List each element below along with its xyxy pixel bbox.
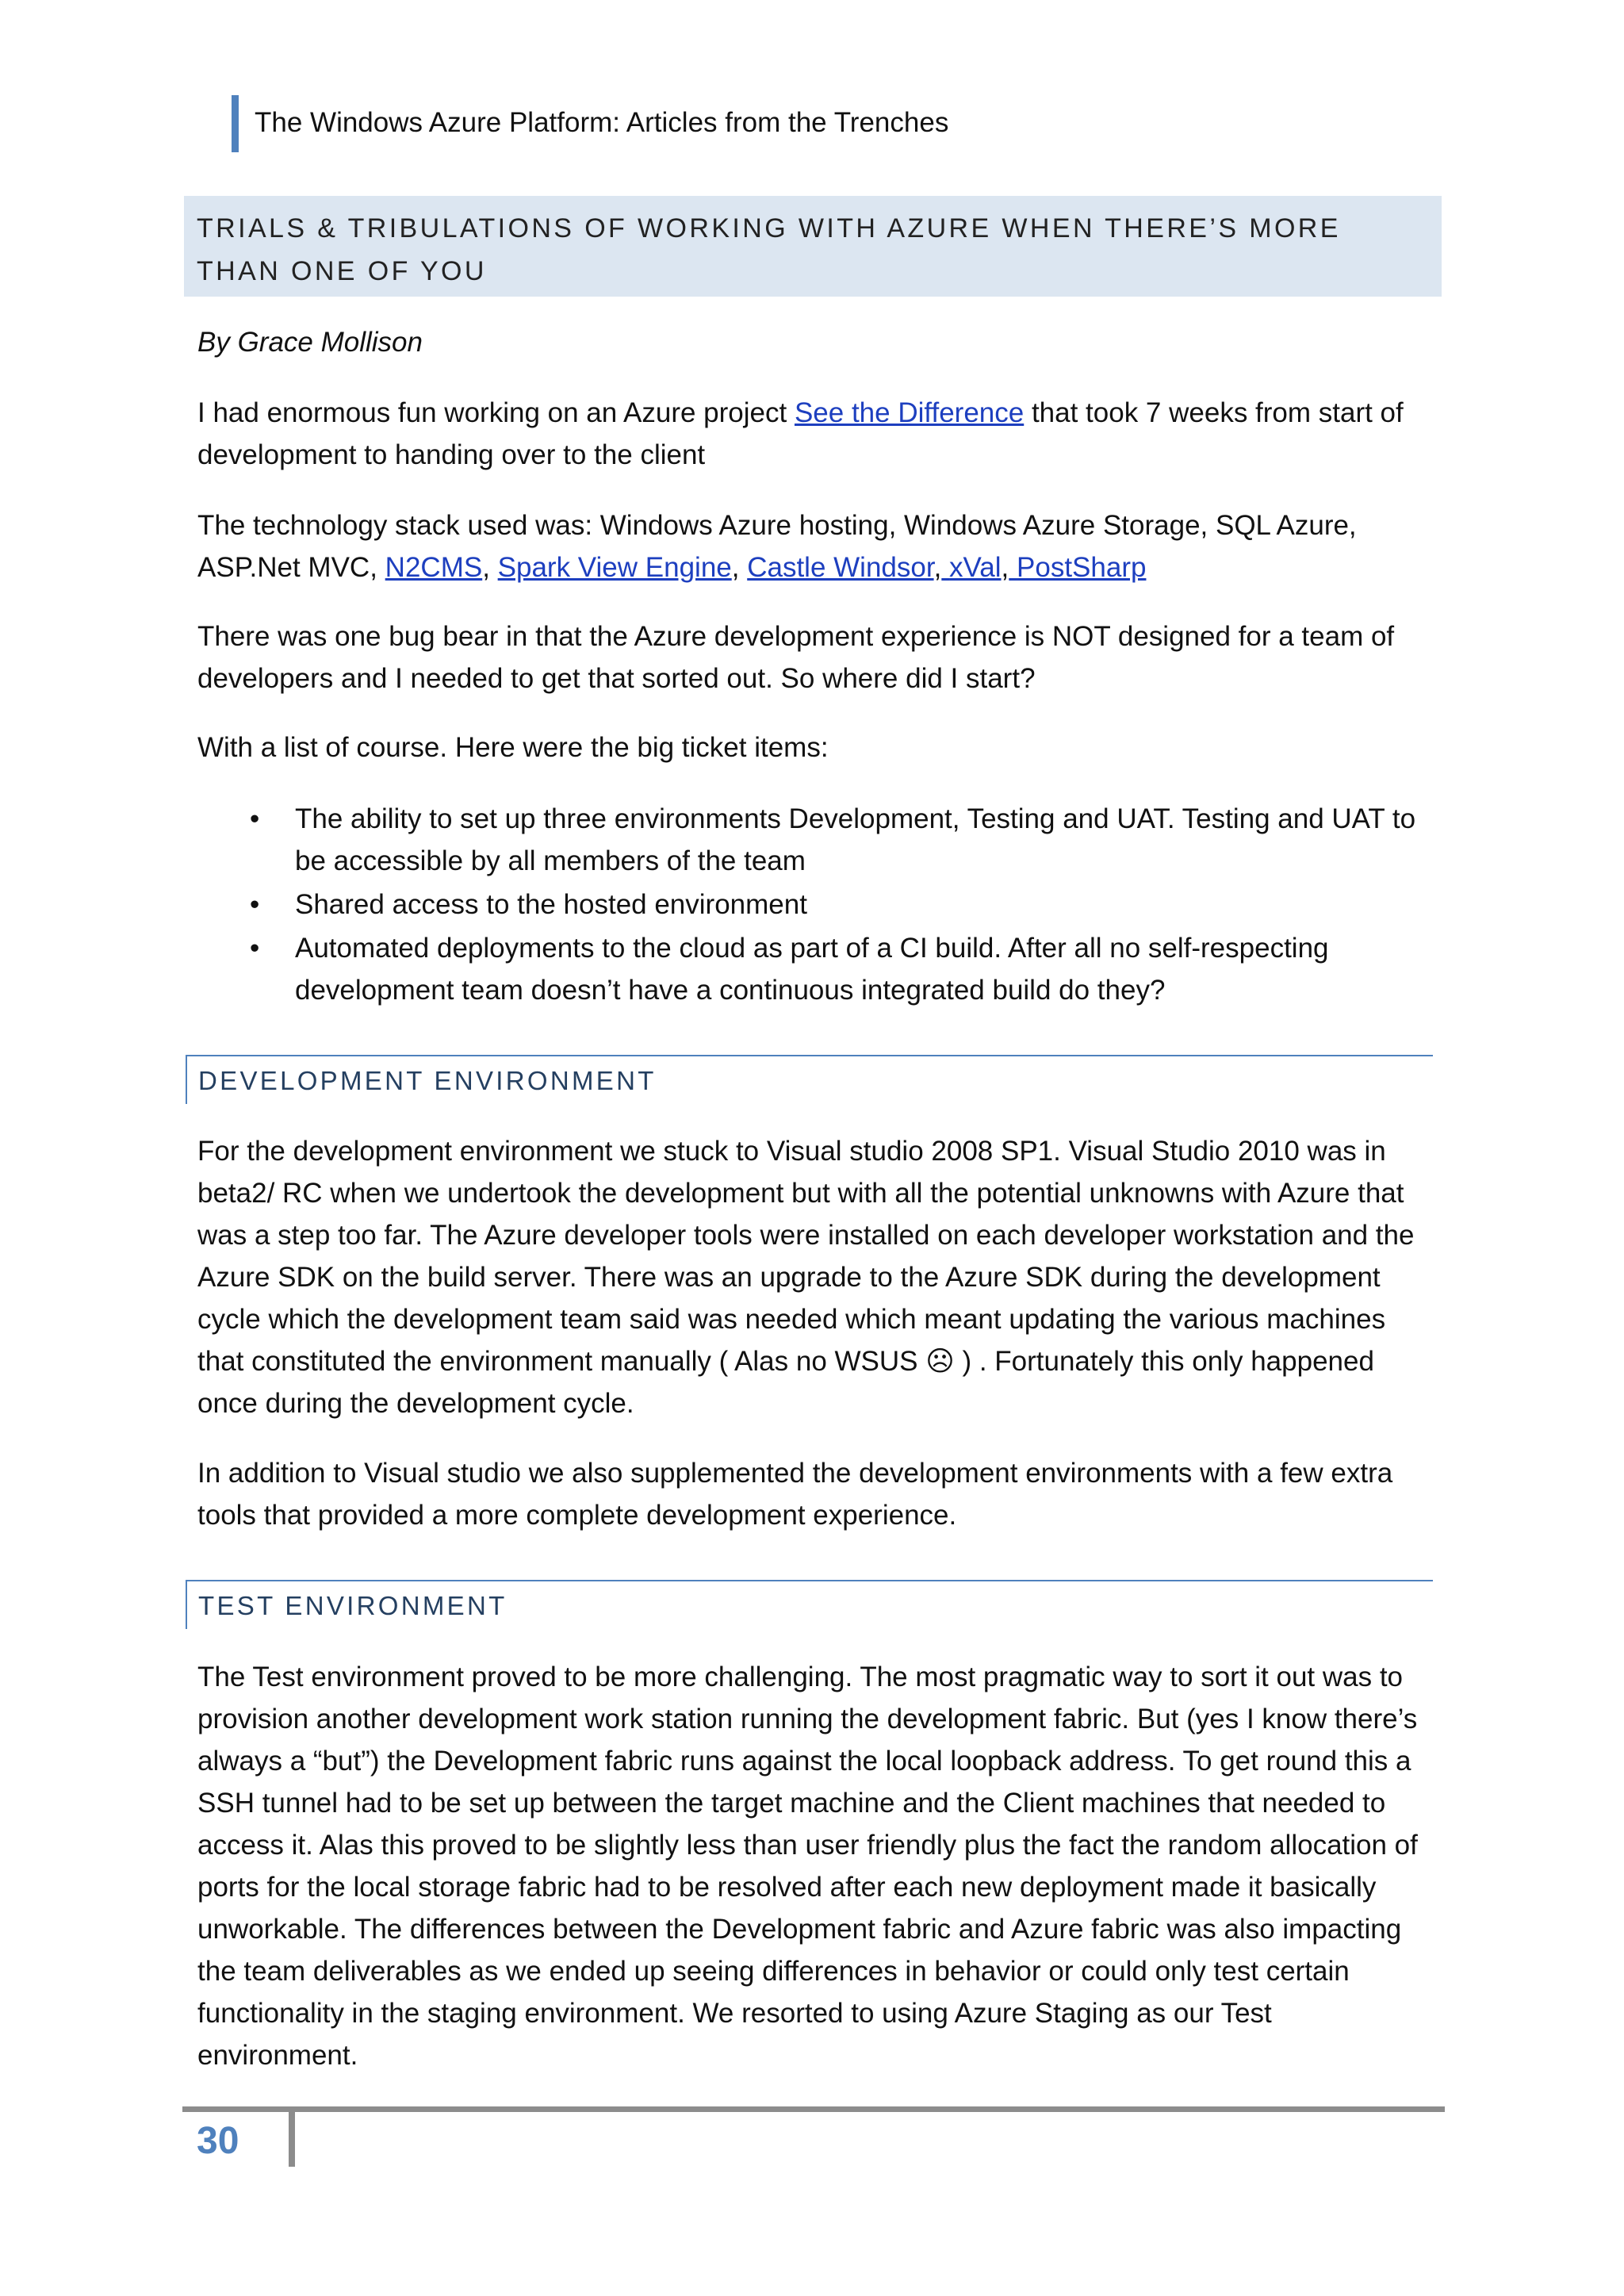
intro-text-after: that took 7 weeks from start of development to handing over to the client <box>197 397 1404 470</box>
dev-env-tools-paragraph: In addition to Visual studio we also supplemented the development environments with a few extra tools that provided a more complete development experience. <box>197 1458 1393 1531</box>
development-environment-heading-box <box>186 1055 1433 1104</box>
list-intro: With a list of course. Here were the big ticket items: <box>197 732 829 763</box>
stack-paragraph <box>197 504 1434 588</box>
stack-text: The technology stack used was: Windows Azure hosting, Windows Azure Storage, SQL Azure, ASP.Net MVC, <box>197 510 1357 583</box>
test-env-paragraph-block <box>197 1656 1434 2076</box>
n2cms-link[interactable]: N2CMS <box>385 552 483 583</box>
postsharp-link[interactable]: PostSharp <box>1017 552 1147 583</box>
intro-paragraph <box>197 392 1434 476</box>
castle-windsor-link[interactable]: Castle Windsor <box>747 552 934 583</box>
stack-separator: , <box>933 552 942 583</box>
list-item <box>197 884 1434 926</box>
development-environment-heading: DEVELOPMENT ENVIRONMENT <box>198 1066 657 1095</box>
xval-link[interactable]: xVal <box>949 552 1002 583</box>
bullet-icon: • <box>250 933 260 964</box>
page-number: 30 <box>197 2120 239 2162</box>
see-the-difference-link[interactable]: See the Difference <box>794 397 1025 428</box>
stack-separator: , <box>1001 552 1009 583</box>
list-item-text: Shared access to the hosted environment <box>295 889 807 920</box>
dev-env-paragraph: For the development environment we stuck to Visual studio 2008 SP1. Visual Studio 2010 was in beta2/ RC when we undertook the development but with all the potential unknowns with Azure that was a step too far. The Azure developer tools were installed on each developer workstation and the Azure SDK on the build server. There was an upgrade to the Azure SDK during the development cycle which the development team said was needed which meant updating the various machines that constituted the environment manually ( Alas no WSUS ☹ ) . Fortunately this only happened once during the development cycle. <box>197 1136 1415 1419</box>
bullet-icon: • <box>250 889 260 920</box>
byline-block <box>197 321 1434 363</box>
byline: By Grace Mollison <box>197 327 423 358</box>
article-title: TRIALS & TRIBULATIONS OF WORKING WITH AZURE WHEN THERE’S MORE THAN ONE OF YOU <box>197 213 1341 286</box>
footer-divider <box>289 2111 295 2167</box>
list-intro-block <box>197 726 1434 769</box>
running-header-title: The Windows Azure Platform: Articles from the Trenches <box>255 107 949 138</box>
intro-text-before: I had enormous fun working on an Azure project <box>197 397 795 428</box>
intro-paragraph-block <box>197 392 1434 476</box>
stack-separator: , <box>482 552 498 583</box>
dev-env-tools-paragraph-block <box>197 1452 1434 1536</box>
ticket-items-list <box>197 798 1434 1013</box>
bug-bear-paragraph-block <box>197 615 1434 700</box>
list-item <box>197 927 1434 1011</box>
test-env-paragraph: The Test environment proved to be more challenging. The most pragmatic way to sort it out was to provision another development work station running the development fabric. But (yes I know there’s always a “but”) the Development fabric runs against the local loopback address. To get round this a SSH tunnel had to be set up between the target machine and the Client machines that needed to access it. Alas this proved to be slightly less than user friendly plus the fact the random allocation of ports for the local storage fabric had to be resolved after each new deployment made it basically unworkable. The differences between the Development fabric and Azure fabric was also impacting the team deliverables as we ended up seeing differences in behavior or could only test certain functionality in the staging environment. We resorted to using Azure Staging as our Test environment. <box>197 1662 1418 2071</box>
bullet-icon: • <box>250 803 260 834</box>
stack-paragraph-block <box>197 504 1434 588</box>
dev-env-paragraph-block <box>197 1130 1434 1424</box>
bug-bear-paragraph: There was one bug bear in that the Azure development experience is NOT designed for a team of developers and I needed to get that sorted out. So where did I start? <box>197 621 1395 694</box>
stack-separator: , <box>731 552 748 583</box>
test-environment-heading-box <box>186 1580 1433 1629</box>
test-environment-heading: TEST ENVIRONMENT <box>198 1591 508 1620</box>
spark-view-engine-link[interactable]: Spark View Engine <box>497 552 732 583</box>
footer-rule <box>182 2106 1445 2112</box>
article-title-band <box>184 196 1442 297</box>
list-item-text: Automated deployments to the cloud as part of a CI build. After all no self-respecting development team doesn’t have a continuous integrated build do they? <box>295 933 1329 1006</box>
running-header <box>232 95 948 152</box>
list-item <box>197 798 1434 882</box>
list-item-text: The ability to set up three environments Development, Testing and UAT. Testing and UAT to be accessible by all members of the team <box>295 803 1416 876</box>
